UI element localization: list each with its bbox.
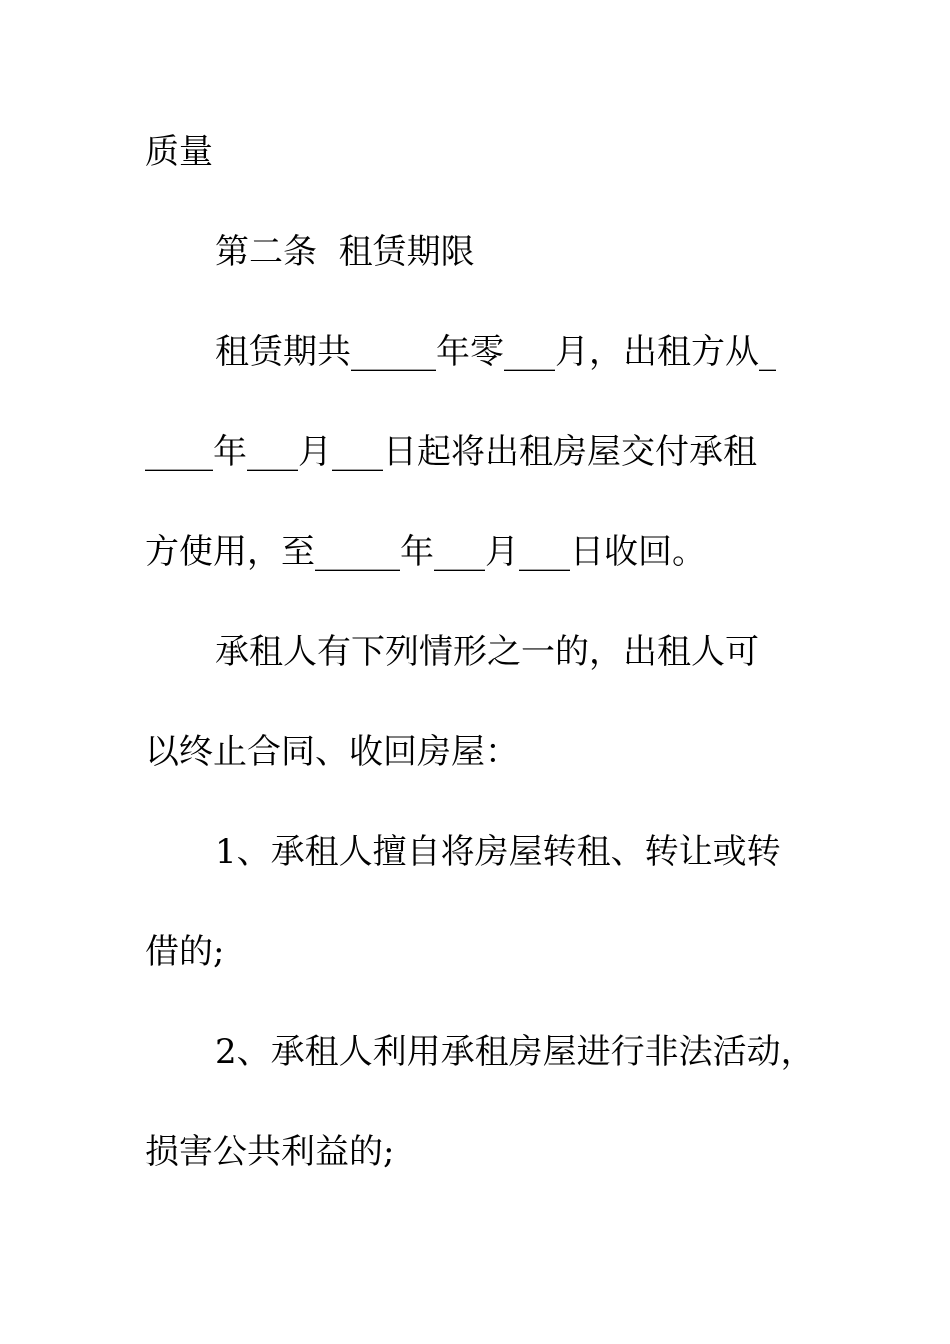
list-item-2-line-2: 损害公共利益的;: [145, 1132, 395, 1172]
text-line-quality: 质量: [145, 132, 213, 172]
article-heading-lease-term: 第二条 租赁期限: [215, 232, 475, 272]
paragraph-lease-period-line-1: 租赁期共_____年零___月，出租方从_: [215, 332, 776, 372]
paragraph-lease-period-line-3: 方使用，至_____年___月___日收回。: [145, 532, 706, 572]
paragraph-termination-line-1: 承租人有下列情形之一的，出租人可: [215, 632, 759, 672]
list-item-2-line-1: 2、承租人利用承租房屋进行非法活动，: [215, 1032, 815, 1072]
paragraph-lease-period-line-2: ____年___月___日起将出租房屋交付承租: [145, 432, 757, 472]
paragraph-termination-line-2: 以终止合同、收回房屋：: [145, 732, 519, 772]
list-item-1-line-1: 1、承租人擅自将房屋转租、转让或转: [215, 832, 781, 872]
list-item-1-line-2: 借的;: [145, 932, 225, 972]
